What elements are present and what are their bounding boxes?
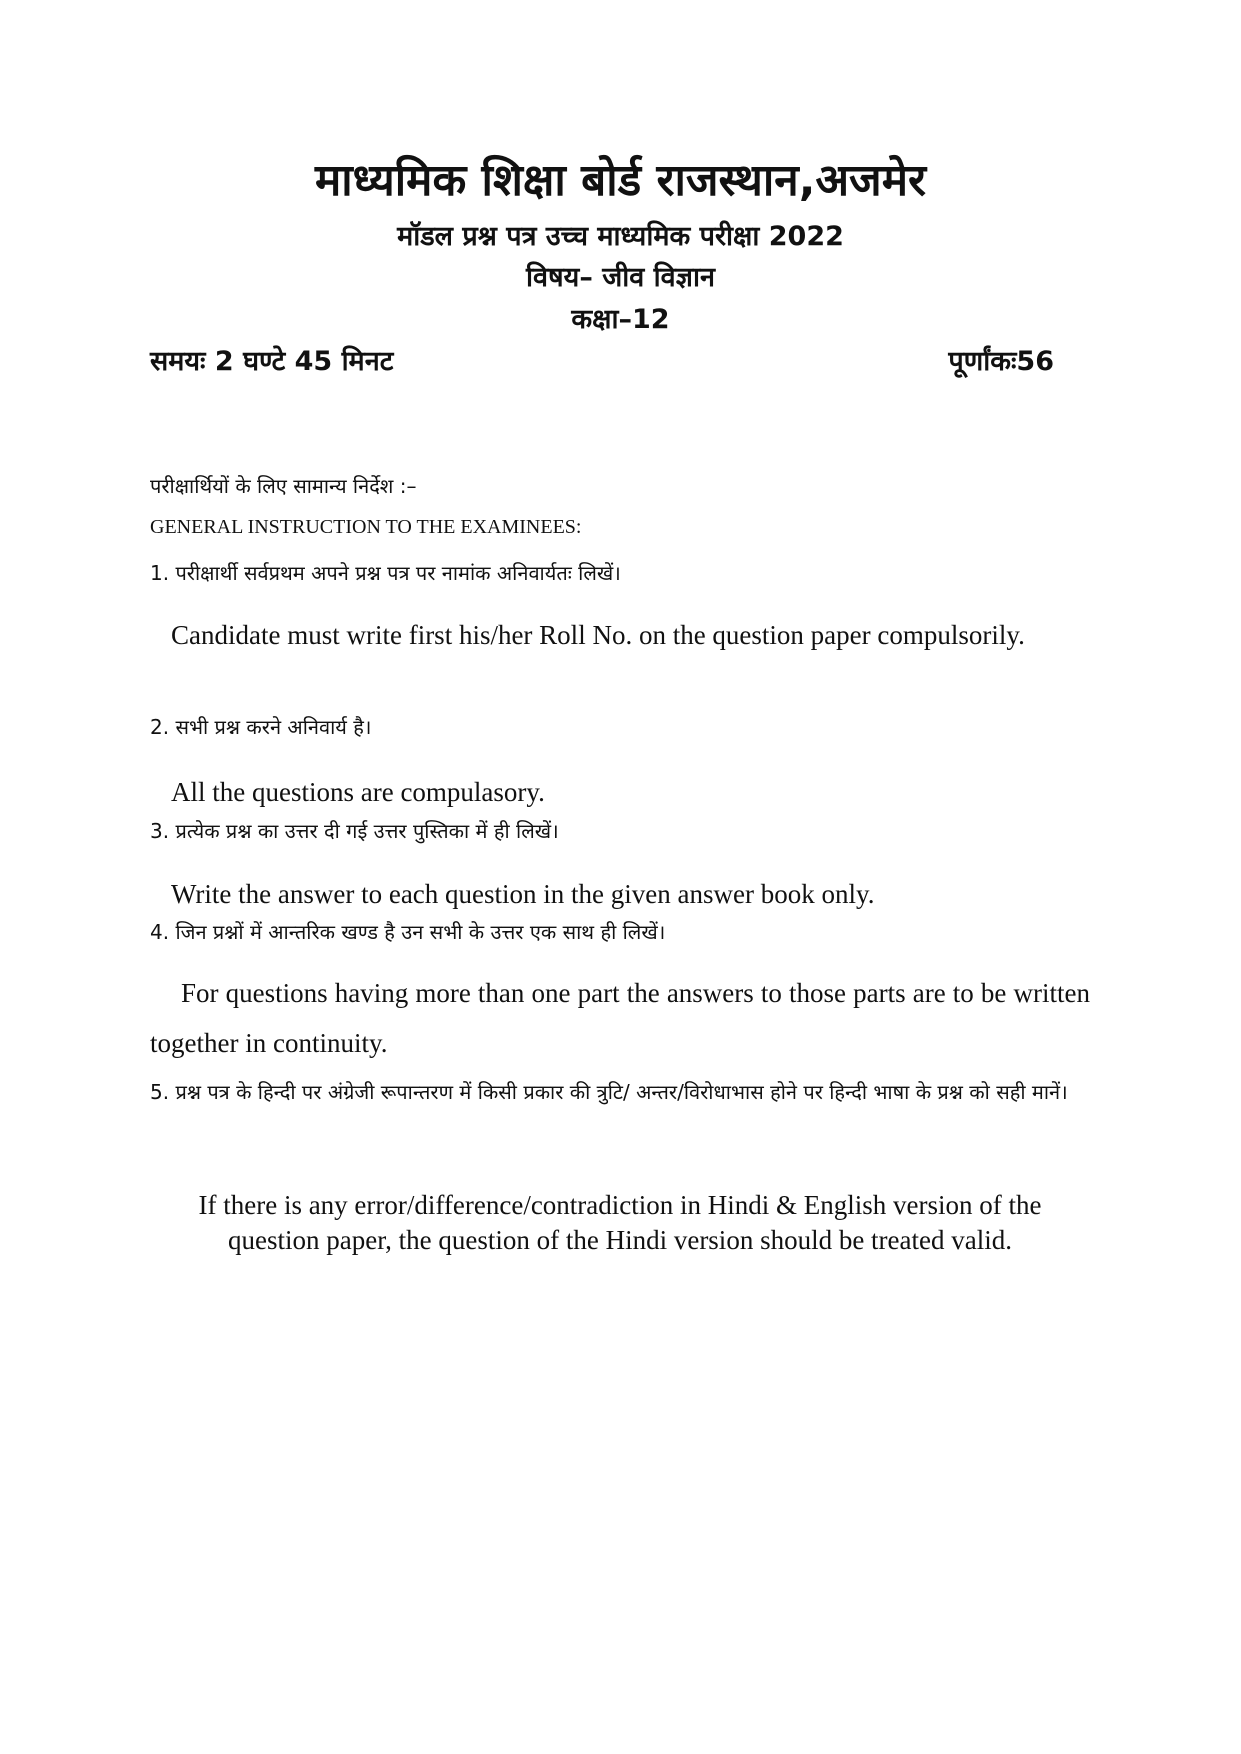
instruction-1-hindi: 1. परीक्षार्थी सर्वप्रथम अपने प्रश्न पत्र पर नामांक अनिवार्यतः लिखें। bbox=[150, 561, 621, 585]
instruction-1-english: Candidate must write first his/her Roll No. on the question paper compulsorily. bbox=[171, 620, 1025, 650]
instruction-5-english: If there is any error/difference/contradiction in Hindi & English version of the question paper, the question of the Hindi version should be treated valid. bbox=[198, 1190, 1042, 1255]
max-marks: पूर्णांकः56 bbox=[948, 346, 1054, 377]
instructions-heading-english: GENERAL INSTRUCTION TO THE EXAMINEES: bbox=[150, 516, 582, 538]
paper-title: मॉडल प्रश्न पत्र उच्च माध्यमिक परीक्षा 2022 bbox=[397, 221, 844, 252]
instructions-heading-hindi: परीक्षार्थियों के लिए सामान्य निर्देश :– bbox=[150, 474, 417, 498]
class-line: कक्षा–12 bbox=[571, 304, 670, 335]
subject-line: विषय– जीव विज्ञान bbox=[526, 262, 715, 293]
instruction-2-hindi: 2. सभी प्रश्न करने अनिवार्य है। bbox=[150, 715, 372, 739]
board-title: माध्यमिक शिक्षा बोर्ड राजस्थान,अजमेर bbox=[314, 155, 927, 206]
instruction-3-english: Write the answer to each question in the given answer book only. bbox=[171, 879, 875, 909]
time-allowed: समयः 2 घण्टे 45 मिनट bbox=[150, 346, 394, 377]
instruction-5-hindi: 5. प्रश्न पत्र के हिन्दी पर अंग्रेजी रूपान्तरण में किसी प्रकार की त्रुटि/ अन्तर/विरोधाभास होने पर हिन्दी भाषा के प्रश्न को सही मानें। bbox=[150, 1080, 1068, 1104]
instruction-4-english: For questions having more than one part the answers to those parts are to be written together in continuity. bbox=[150, 978, 1090, 1058]
instruction-2-english: All the questions are compulasory. bbox=[171, 777, 545, 807]
instruction-3-hindi: 3. प्रत्येक प्रश्न का उत्तर दी गई उत्तर पुस्तिका में ही लिखें। bbox=[150, 819, 559, 843]
instruction-4-hindi: 4. जिन प्रश्नों में आन्तरिक खण्ड है उन सभी के उत्तर एक साथ ही लिखें। bbox=[150, 920, 666, 944]
